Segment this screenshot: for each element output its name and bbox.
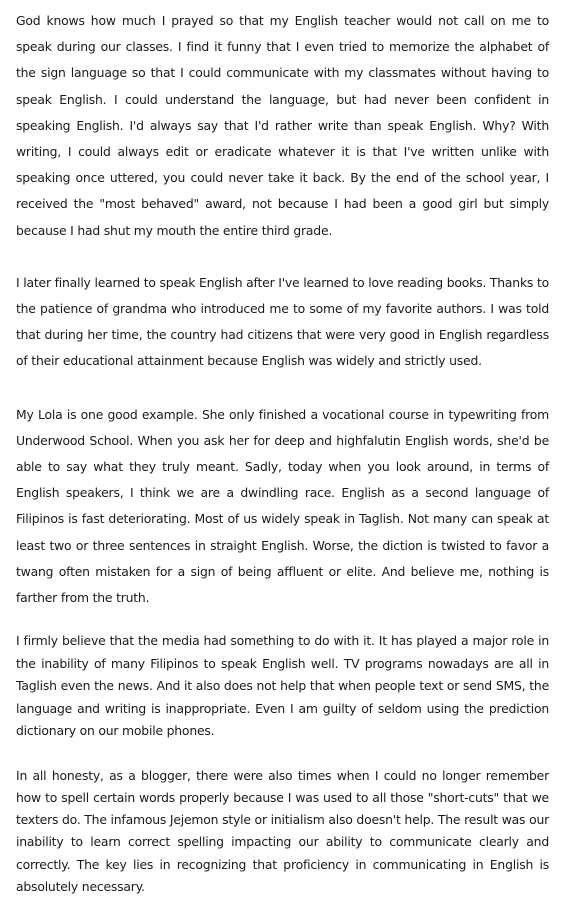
- paragraph-2: I later finally learned to speak English after I've learned to love reading books. Thanks to the patience of grandma who introduced me to some of my favorite authors. I was told that during her time, the country had citizens that were very good in English regardless of their educational attainment because English was widely and strictly used.: [16, 274, 549, 369]
- paragraph-5: In all honesty, as a blogger, there were also times when I could no longer remember how to spell certain words properly because I was used to all those "short-cuts" that we texters do. The infamous Jejemon style or initialism also doesn't help. The result was our inability to learn correct spelling impacting our ability to communicate clearly and correctly. The key lies in recognizing that proficiency in communicating in English is absolutely necessary.: [16, 767, 549, 894]
- paragraph-4: I firmly believe that the media had something to do with it. It has played a major role in the inability of many Filipinos to speak English well. TV programs nowadays are all in Taglish even the news. And it also does not help that when people text or send SMS, the language and writing is inappropriate. Even I am guilty of seldom using the prediction dictionary on our mobile phones.: [16, 633, 549, 739]
- paragraph-1: God knows how much I prayed so that my English teacher would not call on me to speak during our classes. I find it funny that I even tried to memorize the alphabet of the sign language so that I could communicate with my classmates without having to speak English. I could understand the language, but had never been confident in speaking English. I'd always say that I'd rather write than speak English. Why? With writing, I could always edit or eradicate whatever it is that I've written unlike with speaking once uttered, you could never take it back. By the end of the school year, I received the "most behaved" award, not because I had been a good girl but simply because I had shut my mouth the entire third grade.: [16, 13, 549, 238]
- document-body: [16, 8, 549, 898]
- paragraph-3: My Lola is one good example. She only finished a vocational course in typewriting from Underwood School. When you ask her for deep and highfalutin English words, she'd be able to say what they truly meant. Sadly, today when you look around, in terms of English speakers, I think we are a dwindling race. English as a second language of Filipinos is fast deteriorating. Most of us widely speak in Taglish. Not many can speak at least two or three sentences in straight English. Worse, the diction is twisted to favor a twang often mistaken for a sign of being affluent or elite. And believe me, nothing is farther from the truth.: [16, 406, 549, 606]
